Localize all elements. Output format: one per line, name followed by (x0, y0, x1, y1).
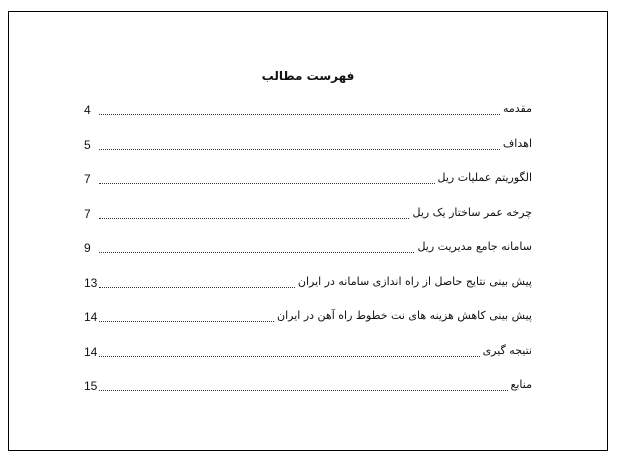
toc-entry-leader (99, 114, 500, 115)
toc-entry-label: سامانه جامع مدیریت ریل (417, 240, 532, 253)
toc-entry-page: 4 (84, 103, 91, 117)
toc-entry-page: 14 (84, 310, 98, 324)
toc-entry[interactable] (84, 169, 532, 204)
toc-title: فهرست مطالب (261, 69, 355, 83)
toc-entry[interactable] (84, 342, 532, 377)
toc-entry-leader (99, 390, 508, 391)
toc-entry[interactable] (84, 273, 532, 308)
toc-entry-page: 15 (84, 379, 98, 393)
toc-entry-label: چرخه عمر ساختار یک ریل (412, 205, 532, 219)
toc-entry-label: پیش بینی کاهش هزینه های نت خطوط راه آهن در ایران (277, 309, 532, 322)
toc-entry-label: منابع (510, 378, 532, 391)
toc-entry-leader (99, 149, 500, 150)
toc-entry[interactable] (84, 100, 532, 135)
toc-entry[interactable] (84, 204, 532, 239)
toc-entry-page: 13 (84, 275, 98, 290)
toc-entry[interactable] (84, 135, 532, 170)
toc-entry-label: مقدمه (502, 102, 532, 115)
toc-entry[interactable] (84, 376, 532, 411)
toc-entry-leader (99, 183, 435, 184)
toc-entry-leader (99, 356, 480, 357)
toc-entry-leader (99, 321, 274, 322)
toc-entry[interactable] (84, 238, 532, 273)
toc-entry-leader (99, 287, 295, 288)
toc-entry-label: پیش بینی نتایج حاصل از راه اندازی سامانه در ایران (297, 274, 532, 288)
toc-entry-label: الگوریتم عملیات ریل (437, 171, 532, 184)
toc-entry-page: 7 (84, 172, 91, 186)
toc-entry-leader (99, 252, 414, 253)
toc-list (84, 100, 532, 411)
toc-entry-page: 9 (84, 241, 91, 255)
toc-entry[interactable] (84, 307, 532, 342)
document-page (8, 11, 608, 451)
toc-entry-label: اهداف (502, 136, 532, 150)
toc-entry-leader (99, 218, 409, 219)
toc-entry-page: 5 (84, 137, 91, 152)
toc-entry-page: 14 (84, 344, 98, 359)
toc-entry-label: نتیجه گیری (482, 343, 532, 357)
toc-entry-page: 7 (84, 206, 91, 221)
